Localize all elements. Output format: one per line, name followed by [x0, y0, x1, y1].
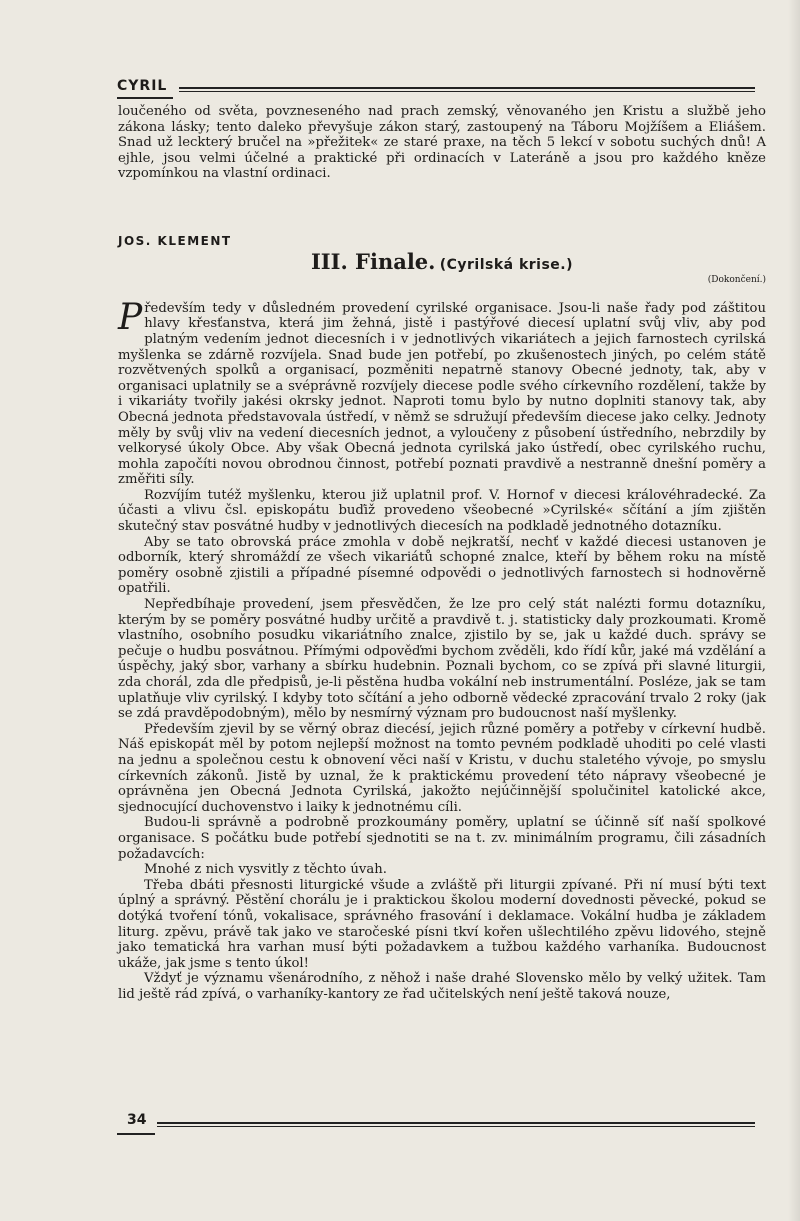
first-paragraph-text: ředevším tedy v důsledném provedení cyrilské organisace. Jsou-li naše řady pod záštitou hlavy křesťanstva, která jim žehná, jistě i pastýřové diecesí uplatní svůj vliv, aby pod platným vedením jednot diecesních i v jednotlivých vikariátech a jejich farnostech cyrilská myšlenka se zdárně rozvíjela. Snad bude jen potřebí, po zkušenostech jiných, po celém státě rozvětvených spolků a organisací, pozměniti nepatrně stanovy Obecné jednoty, tak, aby v organisaci uplatnily se a svéprávně rozvíjely diecese podle svého církevního rozdělení, takže by i vikariáty tvořily jakési okrsky jednot. Naproti tomu bylo by nutno doplniti stanovy tak, aby Obecná jednota představovala ústředí, v němž se sdružují především diecese jako celky. Jednoty měly by svůj vliv na vedení diecesních jednot, a vyloučeny z působení ústředního, nebrzdily by velkorysé úkoly Obce. Aby však Obecná jednota cyrilská jako ústředí, obec cyrilského ruchu, mohla započíti novou obrodnou činnost, potřebí poznati pravdivě a nestranně dnešní poměry a změřiti síly.: [118, 300, 766, 488]
article-paragraph: Budou-li správně a podrobně prozkoumány poměry, uplatní se účinně síť naší spolkové organisace. S počátku bude potřebí sjednotiti se na t. zv. minimálním programu, čili zásadních požadavcích:: [118, 815, 766, 862]
page-body: [118, 104, 766, 1002]
footer-rule: [157, 1122, 755, 1127]
drop-cap: P: [118, 296, 143, 338]
header-rule: [179, 87, 755, 92]
article-paragraph: Aby se tato obrovská práce zmohla v době nejkratší, nechť v každé diecesi ustanoven je odborník, který shromáždí ze všech vikariátů schopné znalce, kteří by během roku na místě poměry osobně zjistili a případné písemné odpovědi o jednotlivých farnostech si hodnověrně opatřili.: [118, 534, 766, 597]
page-number: 34: [127, 1112, 147, 1128]
page-header: [117, 78, 755, 98]
running-head-underline: [117, 97, 173, 99]
article-first-paragraph: [118, 296, 766, 488]
intro-paragraph: loučeného od světa, povzneseného nad prach zemský, věnovaného jen Kristu a službě jeho zákona lásky; tento daleko převyšuje zákon starý, zastoupený na Táboru Mojžíšem a Eliášem. Snad už leckterý bručel na »přežitek« ze staré praxe, na těch 5 lekcí v sobotu suchých dnů! A ejhle, jsou velmi účelné a praktické při ordinacích v Lateráně a jsou pro každého kněze vzpomínkou na vlastní ordinaci.: [118, 104, 766, 182]
page-number-underline: [117, 1133, 155, 1135]
article-author: JOS. KLEMENT: [118, 233, 232, 248]
running-head: CYRIL: [117, 78, 168, 94]
article-paragraph: Nepředbíhaje provedení, jsem přesvědčen, že lze pro celý stát nalézti formu dotazníku, kterým by se poměry posvátné hudby určitě a pravdivě t. j. statisticky daly prozkoumati. Kromě vlastního, osobního posudku vikariátního znalce, zjistilo by se, jak u každé duch. správy se pečuje o hudbu posvátnou. Přímými odpověďmi bychom zvěděli, kdo řídí kůr, jaké má vzdělání a úspěchy, jaký sbor, varhany a sbírku hudebnin. Poznali bychom, co se zpívá při slavné liturgii, zda chorál, zda dle předpisů, je-li pěstěna hudba vokální neb instrumentální. Posléze, jak se tam uplatňuje vliv cyrilský. I kdyby toto sčítání a jeho odborně vědecké zpracování trvalo 2 roky (jak se zdá pravděpodobným), mělo by nesmírný význam pro budoucnost naší myšlenky.: [118, 597, 766, 722]
article-paragraph: Mnohé z nich vysvitly z těchto úvah.: [144, 862, 387, 878]
article-title-main: III. Finale.: [310, 248, 436, 274]
article-paragraph: Třeba dbáti přesnosti liturgické všude a zvláště při liturgii zpívané. Při ní musí býti text úplný a správný. Pěstění chorálu je i praktickou školou moderní dovednosti pěvecké, pokud se dotýká tvoření tónů, vokalisace, správného frasování i deklamace. Vokální hudba je základem liturg. zpěvu, právě tak jako ve staročeské písni tkví kořen ušlechtilého zpěvu lidového, stejně jako tematická hra varhan musí býti požadavkem a tužbou každého varhaníka. Budoucnost ukáže, jak jsme s tento úkol!: [118, 877, 766, 971]
page-edge-shadow: [788, 0, 800, 1221]
article-title: [118, 248, 766, 274]
article-paragraph: Vždyť je významu všenárodního, z něhož i naše drahé Slovensko mělo by velký užitek. Tam lid ještě rád zpívá, o varhaníky-kantory ze řad učitelských není ještě taková nouze,: [118, 971, 766, 1002]
article-paragraph: Rozvíjím tutéž myšlenku, kterou již uplatnil prof. V. Hornof v diecesi královéhradecké. Za účasti a vlivu čsl. episkopátu buďiž provedeno všeobecné »Cyrilské« sčítání a jím zjištěn skutečný stav posvátné hudby v jednotlivých diecesích na podkladě jednotného dotazníku.: [118, 487, 766, 535]
article-title-sub: (Cyrilská krise.): [439, 256, 574, 273]
page-footer: [117, 1112, 755, 1132]
continued-note: (Dokončení.): [707, 275, 766, 286]
article-paragraph: Především zjevil by se věrný obraz diecésí, jejich různé poměry a potřeby v církevní hudbě. Náš episkopát měl by potom nejlepší možnost na tomto pevném podkladě uhoditi po celé vlasti na jednu a společnou cestu k obnovení věci naší v Kristu, v duchu staletého vývoje, po smyslu církevních zákonů. Jistě by uznal, že k praktickému provedení této nápravy všeobecné je oprávněna jen Obecná Jednota Cyrilská, jakožto nejúčinnější spolučinitel katolické akce, sjednocující duchovenstvo i laiky k jednotnému cíli.: [118, 721, 766, 815]
